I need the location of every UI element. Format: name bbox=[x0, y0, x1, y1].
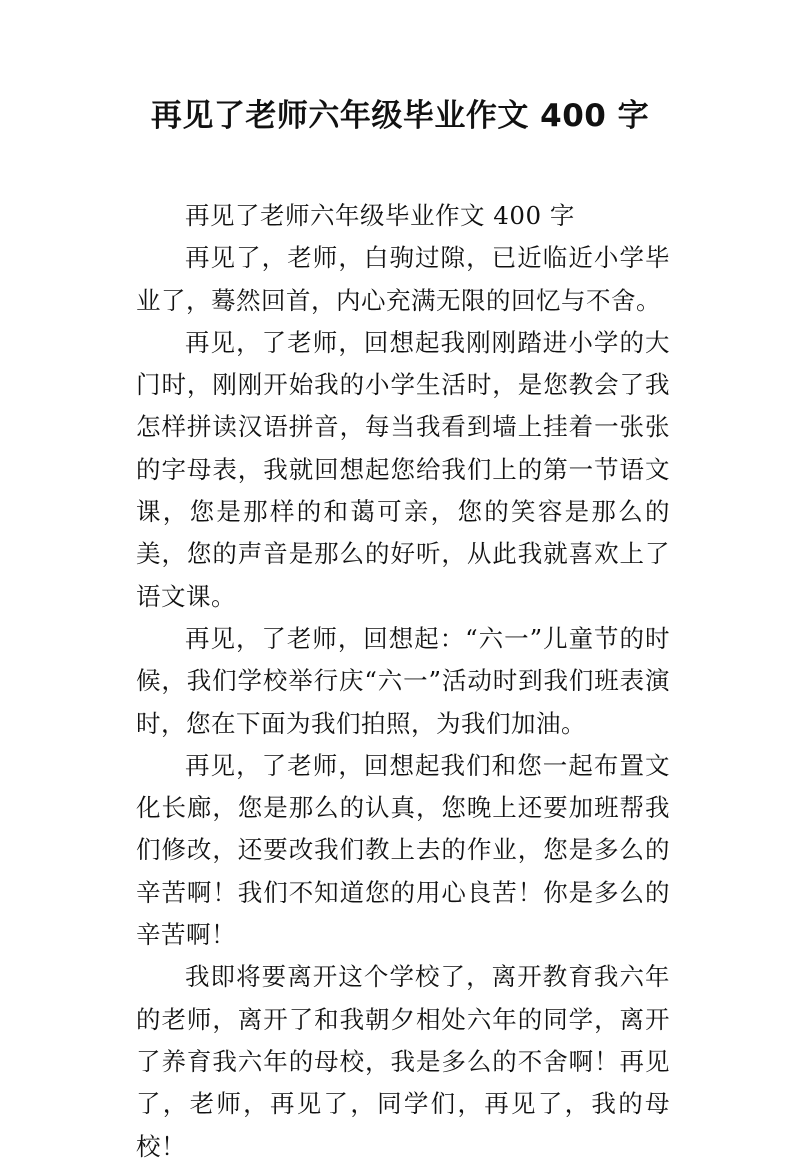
paragraph-4: 再见，了老师，回想起我们和您一起布置文化长廊，您是那么的认真，您晚上还要加班帮我们修改，还要改我们教上去的作业，您是多么的辛苦啊！我们不知道您的用心良苦！你是多么的辛苦啊！ bbox=[136, 750, 670, 950]
paragraph-subtitle: 再见了老师六年级毕业作文 400 字 bbox=[185, 201, 575, 230]
paragraph-1: 再见了，老师，白驹过隙，已近临近小学毕业了，蓦然回首，内心充满无限的回忆与不舍。 bbox=[136, 243, 670, 315]
document-body bbox=[136, 195, 670, 1168]
paragraph-3: 再见，了老师，回想起：“六一”儿童节的时候，我们学校举行庆“六一”活动时到我们班表演时，您在下面为我们拍照，为我们加油。 bbox=[136, 623, 670, 738]
paragraph-2: 再见，了老师，回想起我刚刚踏进小学的大门时，刚刚开始我的小学生活时，是您教会了我怎样拼读汉语拼音，每当我看到墙上挂着一张张的字母表，我就回想起您给我们上的第一节语文课，您是那样的和蔼可亲，您的笑容是那么的美，您的声音是那么的好听，从此我就喜欢上了语文课。 bbox=[136, 327, 670, 611]
paragraph-5: 我即将要离开这个学校了，离开教育我六年的老师，离开了和我朝夕相处六年的同学，离开了养育我六年的母校，我是多么的不舍啊！再见了，老师，再见了，同学们，再见了，我的母校！ bbox=[136, 962, 670, 1161]
document-title: 再见了老师六年级毕业作文 400 字 bbox=[150, 98, 650, 134]
